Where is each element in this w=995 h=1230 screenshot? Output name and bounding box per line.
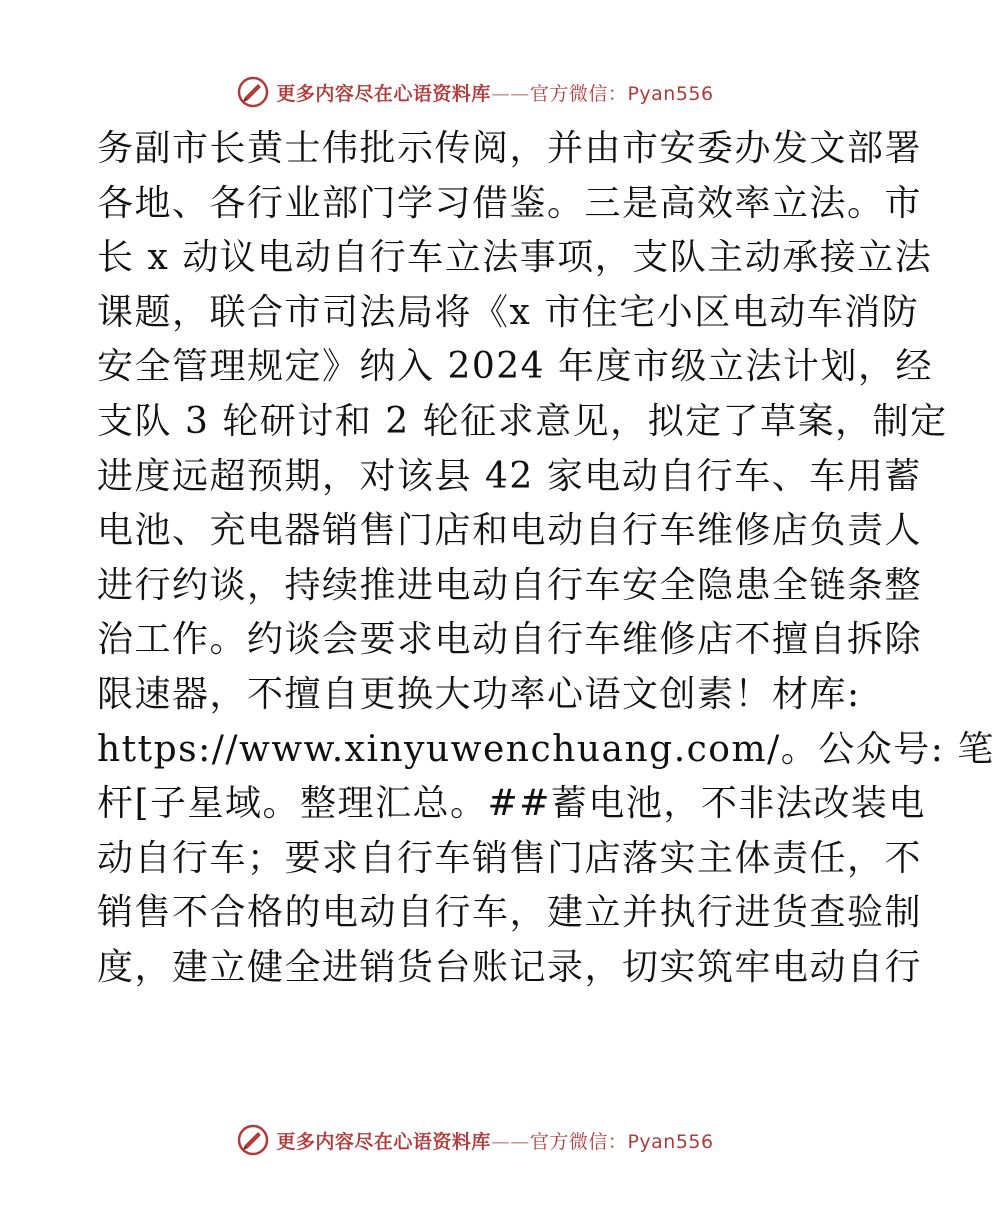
document-body	[97, 122, 995, 996]
brand-logo-icon	[236, 75, 270, 109]
body-line: 各地、各行业部门学习借鉴。三是高效率立法。市	[97, 182, 923, 224]
header-wechat-label: 官方微信：	[529, 82, 628, 105]
header-banner	[0, 70, 950, 114]
body-line: 进行约谈，持续推进电动自行车安全隐患全链条整	[97, 564, 923, 606]
body-line: https://www.xinyuwenchuang.com/。公众号: 笔	[97, 728, 995, 770]
header-banner-text	[276, 79, 713, 106]
header-separator: ——	[490, 82, 530, 105]
footer-brand-text: 更多内容尽在心语资料库	[276, 1130, 491, 1153]
header-brand-text: 更多内容尽在心语资料库	[276, 82, 491, 105]
body-line: 电池、充电器销售门店和电动自行车维修店负责人	[97, 510, 923, 552]
body-line: 支队 3 轮研讨和 2 轮征求意见，拟定了草案，制定	[97, 400, 948, 442]
body-line: 安全管理规定》纳入 2024 年度市级立法计划，经	[97, 346, 934, 388]
body-line: 进度远超预期，对该县 42 家电动自行车、车用蓄	[97, 455, 922, 497]
body-line: 动自行车；要求自行车销售门店落实主体责任，不	[97, 837, 923, 879]
footer-banner	[0, 1118, 950, 1162]
footer-wechat-label: 官方微信：	[529, 1130, 628, 1153]
body-line: 销售不合格的电动自行车，建立并执行进货查验制	[97, 892, 923, 934]
body-line: 限速器，不擅自更换大功率心语文创素！材库:	[97, 673, 861, 715]
header-wechat-id: Pyan556	[627, 82, 714, 105]
body-line: 杆[子星域。整理汇总。##蓄电池，不非法改装电	[97, 783, 926, 825]
footer-separator: ——	[490, 1130, 530, 1153]
body-line: 长 x 动议电动自行车立法事项，支队主动承接立法	[97, 237, 933, 279]
footer-banner-text	[276, 1127, 713, 1154]
footer-wechat-id: Pyan556	[627, 1130, 714, 1153]
body-line: 课题，联合市司法局将《x 市住宅小区电动车消防	[97, 291, 920, 333]
brand-logo-icon	[236, 1123, 270, 1157]
body-line: 度，建立健全进销货台账记录，切实筑牢电动自行	[97, 946, 923, 988]
body-line: 务副市长黄士伟批示传阅，并由市安委办发文部署	[97, 128, 923, 169]
body-line: 治工作。约谈会要求电动自行车维修店不擅自拆除	[97, 619, 923, 661]
